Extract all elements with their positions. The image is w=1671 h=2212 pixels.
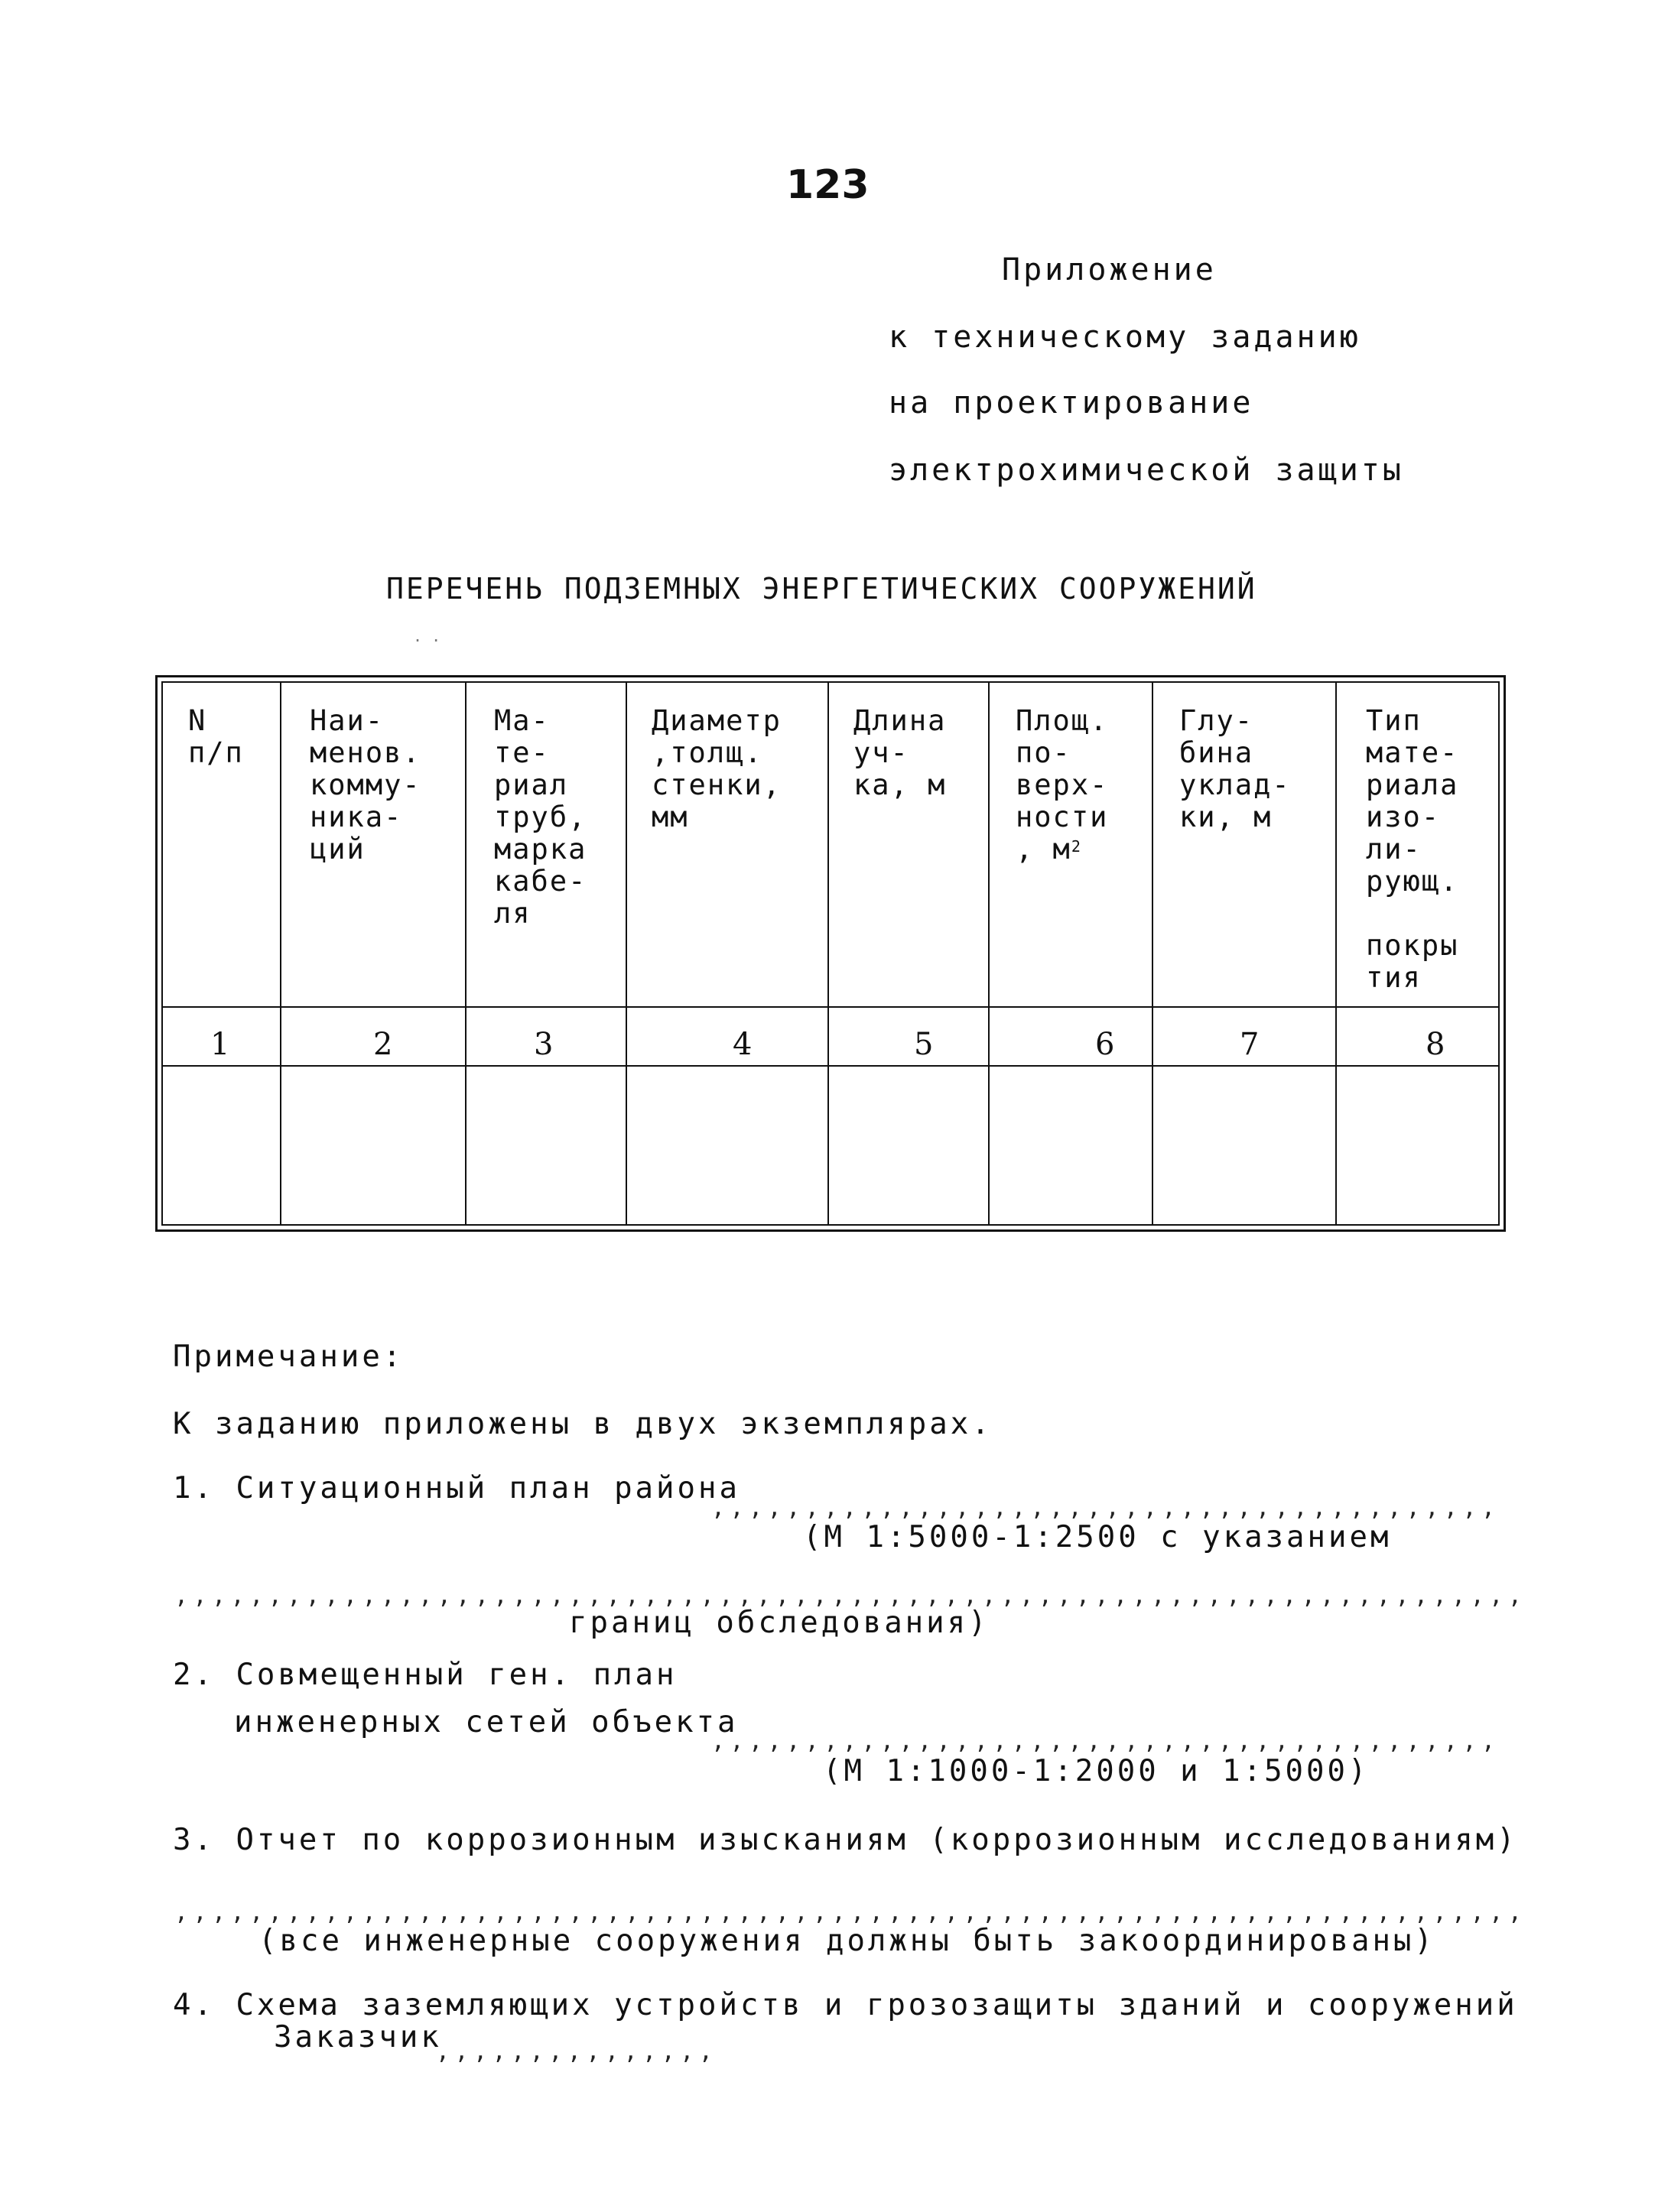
blank-line: ,,,,,,,,,,,,,,,,,,,,,,,,,,,,,,,,,,,,,,,,,, xyxy=(711,1728,1500,1755)
column-divider xyxy=(1335,683,1337,1224)
column-number-3: 3 xyxy=(534,1027,554,1062)
column-number-8: 8 xyxy=(1426,1027,1445,1062)
column-header-3: Ма- те- риал труб, марка кабе- ля xyxy=(494,704,587,930)
number-row-divider xyxy=(163,1065,1498,1067)
column-number-7: 7 xyxy=(1240,1027,1260,1062)
column-header-8: Тип мате- риала изо- ли- рующ. покры тия xyxy=(1366,704,1459,994)
column-header-2: Наи- менов. комму- ника- ций xyxy=(310,704,421,866)
note-item-1: 1. Ситуационный план района xyxy=(173,1471,740,1506)
appendix-line-1: Приложение xyxy=(1002,252,1217,287)
column-divider xyxy=(827,683,829,1224)
appendix-line-3: на проектирование xyxy=(889,385,1254,421)
blank-line: ,,,,,,,,,,,,,,,,,,,,,,,,,,,,,,,,,,,,,,,,,,,,,,,,,,,,,,,,,,,,,,,,,,,,,,,, xyxy=(174,1899,1527,1926)
blank-line: ,,,,,,,,,,,,,,,,,,,,,,,,,,,,,,,,,,,,,,,,,, xyxy=(711,1495,1500,1522)
customer-label: Заказчик xyxy=(274,2020,442,2054)
notes-intro: К заданию приложены в двух экземплярах. xyxy=(173,1407,993,1441)
column-header-7: Глу- бина уклад- ки, м xyxy=(1179,704,1291,833)
column-header-6-superscript: 2 xyxy=(1071,837,1082,856)
note-item-1-scale: (М 1:5000-1:2500 с указанием xyxy=(803,1520,1392,1554)
note-item-3-note: (все инженерные сооружения должны быть закоординированы) xyxy=(258,1924,1435,1958)
column-divider xyxy=(626,683,627,1224)
column-number-2: 2 xyxy=(373,1027,393,1062)
header-row-divider xyxy=(163,1006,1498,1008)
column-number-4: 4 xyxy=(733,1027,753,1062)
column-number-6: 6 xyxy=(1095,1027,1115,1062)
column-number-1: 1 xyxy=(210,1027,230,1062)
column-divider xyxy=(465,683,467,1224)
note-item-4: 4. Схема заземляющих устройств и грозозащиты зданий и сооружений xyxy=(173,1988,1518,2022)
column-header-5: Длина уч- ка, м xyxy=(853,704,947,801)
note-item-3: 3. Отчет по коррозионным изысканиям (коррозионным исследованиям) xyxy=(173,1823,1518,1857)
signature-line: ,,,,,,,,,,,,,,, xyxy=(436,2038,718,2065)
title-marks: . . xyxy=(413,627,441,645)
column-divider xyxy=(988,683,990,1224)
note-item-2-scale: (М 1:1000-1:2000 и 1:5000) xyxy=(823,1754,1370,1788)
notes-heading: Примечание: xyxy=(173,1340,405,1374)
document-title: ПЕРЕЧЕНЬ ПОДЗЕМНЫХ ЭНЕРГЕТИЧЕСКИХ СООРУЖЕНИЙ xyxy=(386,572,1257,606)
column-number-5: 5 xyxy=(914,1027,934,1062)
note-item-2-line-2: инженерных сетей объекта xyxy=(234,1705,739,1739)
note-item-2: 2. Совмещенный ген. план xyxy=(173,1658,678,1692)
column-header-1: N п/п xyxy=(188,704,244,769)
note-item-1-boundary: границ обследования) xyxy=(569,1606,990,1640)
column-header-6 xyxy=(1016,705,1108,866)
column-divider xyxy=(280,683,281,1224)
column-divider xyxy=(1152,683,1153,1224)
appendix-line-2: к техническому заданию xyxy=(889,320,1361,355)
column-header-6-text: Площ. по- верх- ности , м xyxy=(1016,704,1109,866)
blank-line: ,,,,,,,,,,,,,,,,,,,,,,,,,,,,,,,,,,,,,,,,,,,,,,,,,,,,,,,,,,,,,,,,,,,,,,,, xyxy=(174,1583,1527,1609)
appendix-line-4: электрохимической защиты xyxy=(889,453,1404,488)
page-number: 123 xyxy=(786,162,870,208)
column-header-4: Диаметр ,толщ. стенки, мм xyxy=(652,704,782,833)
